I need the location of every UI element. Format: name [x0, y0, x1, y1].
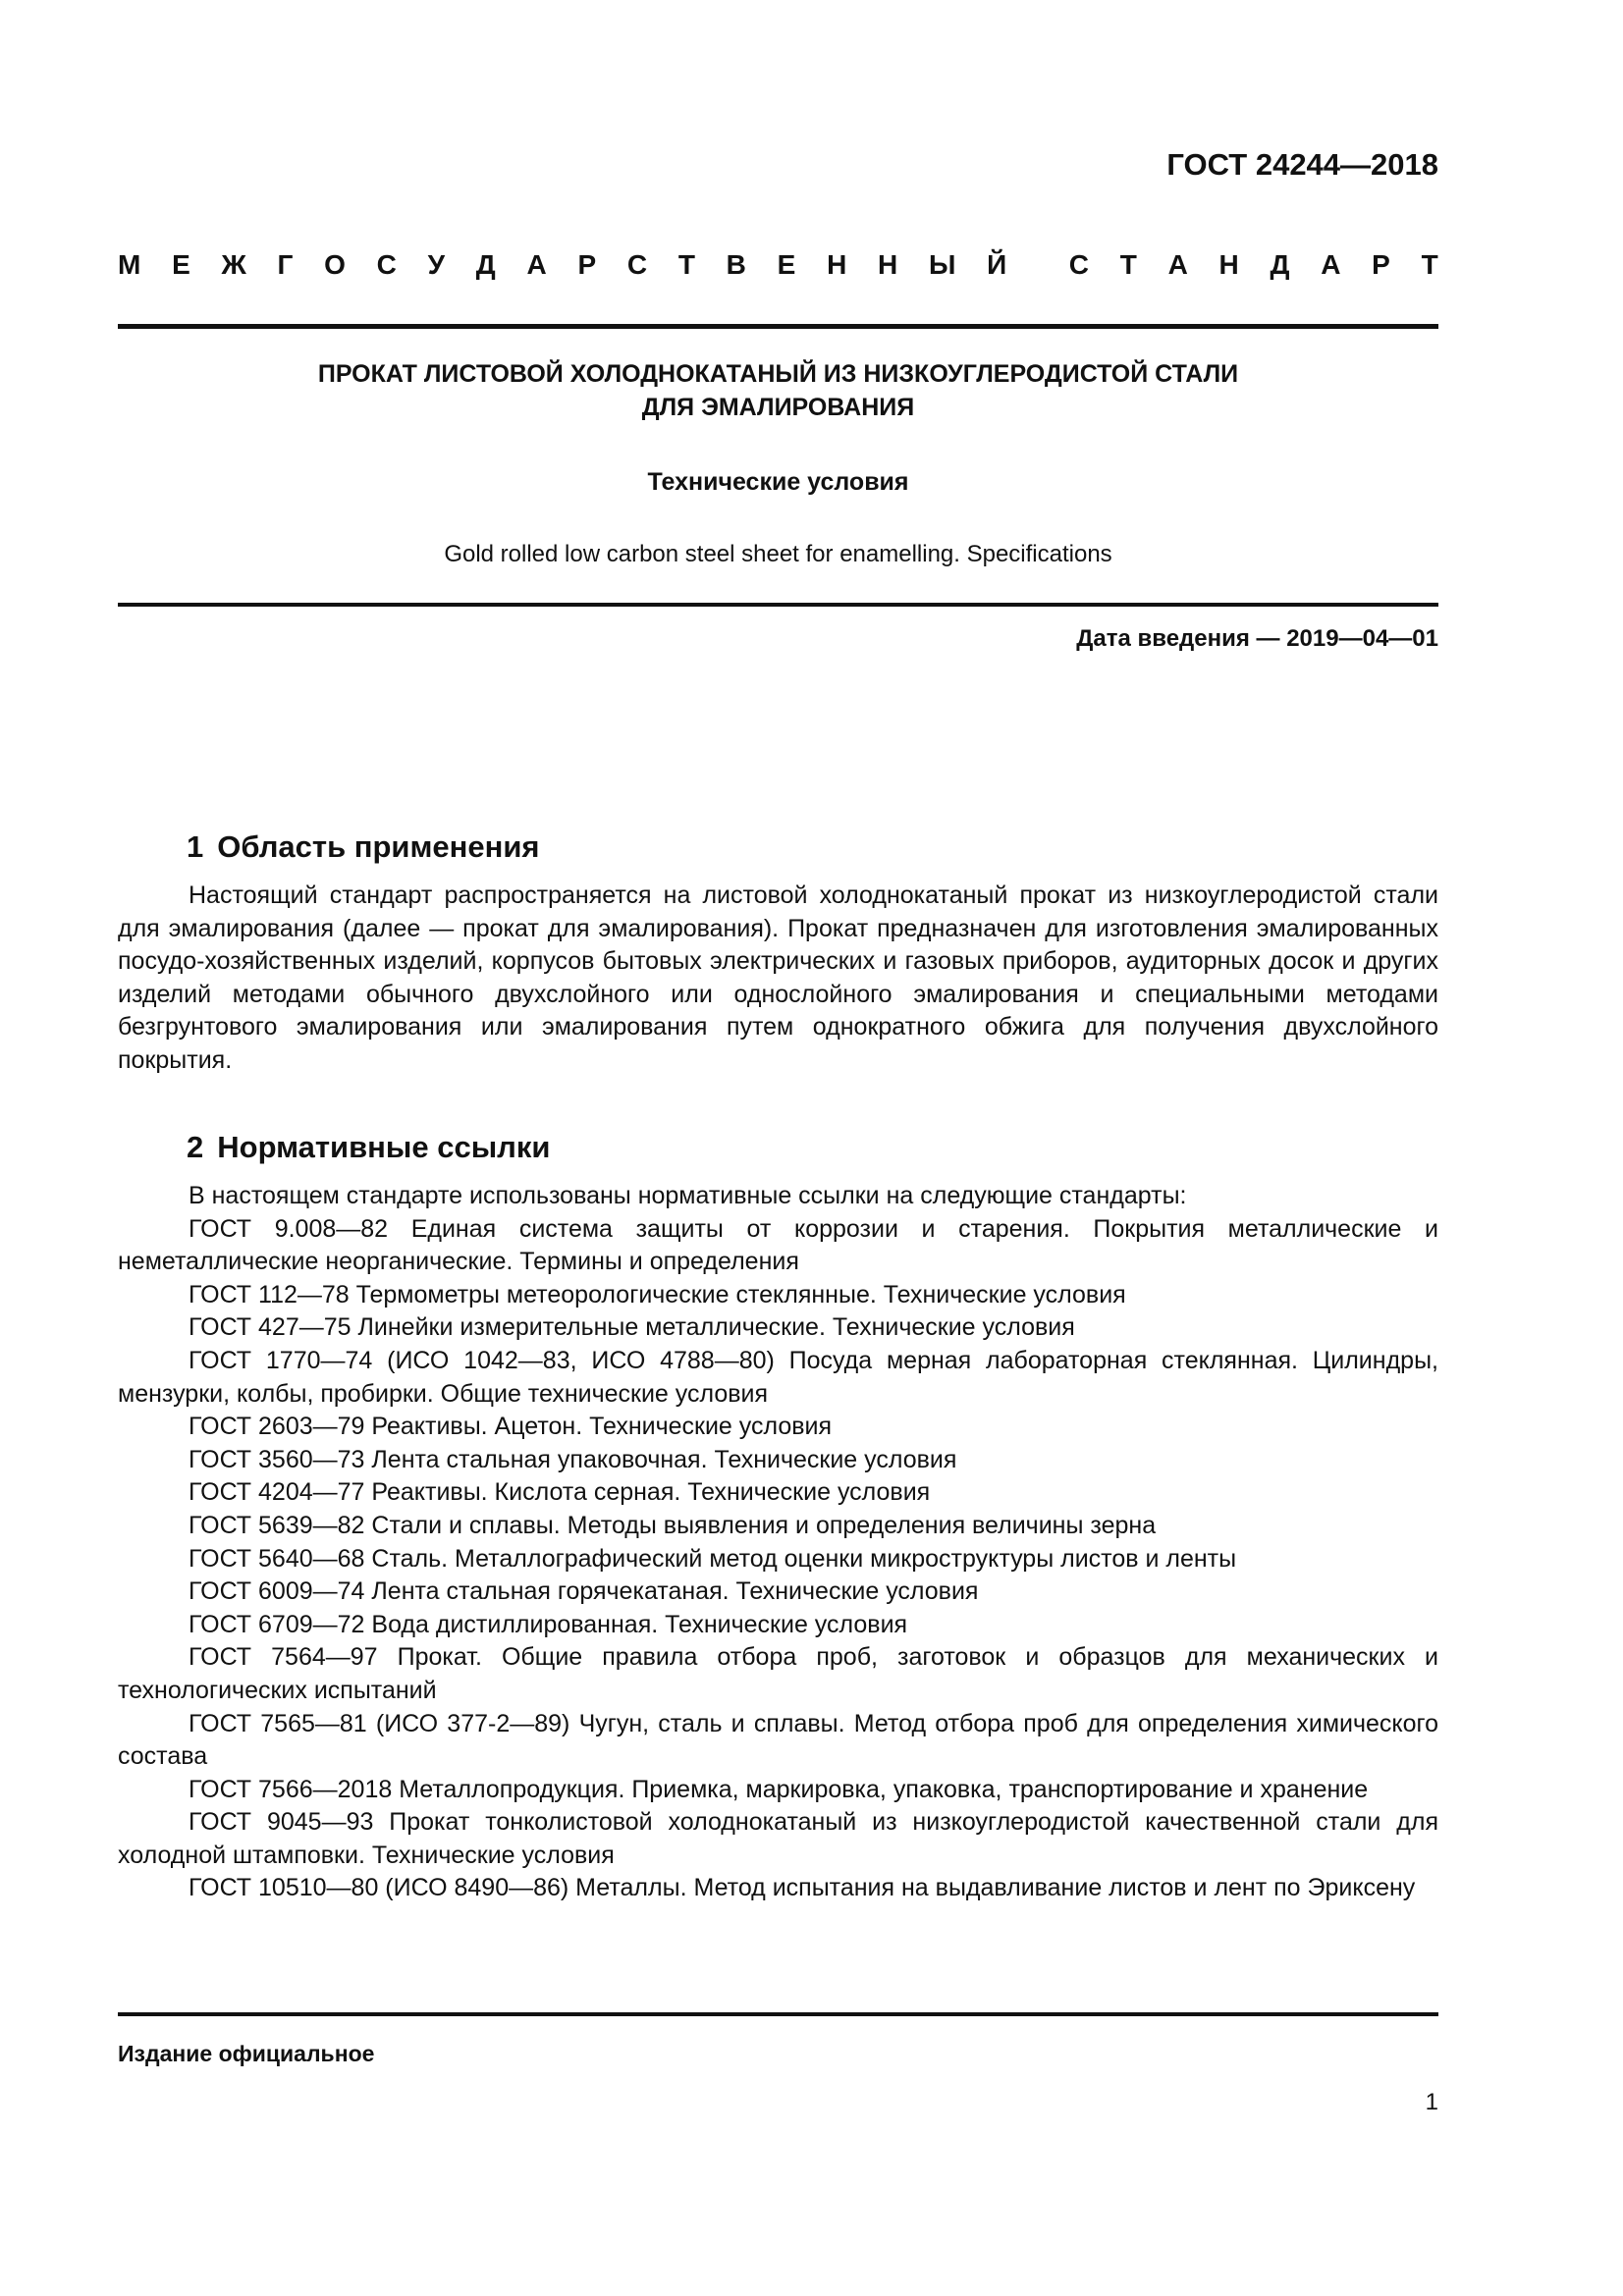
interstate-letter: Е [172, 249, 190, 280]
reference-item: ГОСТ 1770—74 (ИСО 1042—83, ИСО 4788—80) Посуда мерная лабораторная стеклянная. Цилиндры, мензурки, колбы, пробирки. Общие технические условия [118, 1346, 1438, 1408]
reference-item: ГОСТ 112—78 Термометры метеорологические стеклянные. Технические условия [189, 1280, 1126, 1308]
interstate-letter: Н [878, 249, 898, 280]
interstate-standard-heading [118, 247, 1438, 283]
reference-item: ГОСТ 3560—73 Лента стальная упаковочная. Технические условия [189, 1445, 957, 1473]
title-line: ПРОКАТ ЛИСТОВОЙ ХОЛОДНОКАТАНЫЙ ИЗ НИЗКОУГЛЕРОДИСТОЙ СТАЛИ [317, 360, 1239, 388]
reference-item: ГОСТ 6009—74 Лента стальная горячекатаная. Технические условия [189, 1577, 979, 1606]
section-title: Нормативные ссылки [217, 1130, 551, 1164]
interstate-letter: А [526, 249, 547, 280]
interstate-letter: Г [277, 249, 294, 280]
interstate-letter: Е [777, 249, 796, 280]
reference-item: ГОСТ 9.008—82 Единая система защиты от коррозии и старения. Покрытия металлические и неметаллические неорганические. Термины и определения [118, 1214, 1438, 1276]
interstate-letter: Д [1270, 249, 1290, 280]
interstate-letter: О [324, 249, 346, 280]
document-title [118, 357, 1438, 424]
section-normative-references [118, 1127, 1438, 1905]
interstate-letter: Н [827, 249, 847, 280]
footer-divider [118, 2012, 1438, 2016]
document-subtitle: Технические условия [647, 468, 909, 496]
reference-item: ГОСТ 427—75 Линейки измерительные металлические. Технические условия [189, 1313, 1075, 1342]
title-divider [118, 603, 1438, 607]
interstate-letter: У [427, 249, 446, 280]
section-number: 2 [187, 1130, 204, 1164]
reference-item: ГОСТ 5639—82 Стали и сплавы. Методы выявления и определения величины зерна [189, 1511, 1157, 1539]
interstate-letter: В [726, 249, 746, 280]
interstate-letter: Н [1218, 249, 1239, 280]
section-heading [118, 1127, 1438, 1168]
interstate-letter: А [1167, 249, 1188, 280]
section-number: 1 [187, 829, 204, 864]
introduction-date: Дата введения — 2019—04—01 [1076, 625, 1438, 652]
interstate-letter: С [376, 249, 397, 280]
reference-item: ГОСТ 4204—77 Реактивы. Кислота серная. Технические условия [189, 1478, 931, 1507]
reference-item: ГОСТ 7564—97 Прокат. Общие правила отбора проб, заготовок и образцов для механических и технологических испытаний [118, 1643, 1438, 1704]
reference-item: ГОСТ 9045—93 Прокат тонколистовой холоднокатаный из низкоуглеродистой качественной стали для холодной штамповки. Технические условия [118, 1808, 1438, 1869]
reference-item: ГОСТ 10510—80 (ИСО 8490—86) Металлы. Метод испытания на выдавливание листов и лент по Эриксену [189, 1874, 1416, 1902]
interstate-letter: Ы [929, 249, 956, 280]
interstate-letter: Й [987, 249, 1007, 280]
interstate-letter: М [118, 249, 141, 280]
page-number: 1 [1425, 2089, 1438, 2115]
title-line: ДЛЯ ЭМАЛИРОВАНИЯ [641, 394, 915, 421]
official-edition-label: Издание официальное [118, 2041, 375, 2066]
top-divider [118, 324, 1438, 329]
reference-item: ГОСТ 5640—68 Сталь. Металлографический метод оценки микроструктуры листов и ленты [189, 1544, 1237, 1573]
interstate-letter: А [1321, 249, 1341, 280]
reference-item: ГОСТ 6709—72 Вода дистиллированная. Технические условия [189, 1610, 908, 1638]
interstate-letter: С [626, 249, 648, 280]
interstate-letter: Ж [221, 249, 246, 280]
reference-item: ГОСТ 7565—81 (ИСО 377-2—89) Чугун, сталь и сплавы. Метод отбора проб для определения химического состава [118, 1709, 1438, 1771]
interstate-letter: С [1068, 249, 1089, 280]
section-heading [118, 827, 1438, 868]
interstate-letter: Р [577, 249, 597, 280]
interstate-letter: Т [677, 249, 695, 280]
reference-item: ГОСТ 7566—2018 Металлопродукция. Приемка, маркировка, упаковка, транспортирование и хранение [189, 1775, 1369, 1803]
section-paragraph: Настоящий стандарт распространяется на листовой холоднокатаный прокат из низкоуглеродистой стали для эмалирования (далее — прокат для эмалирования). Прокат предназначен для изготовления эмалированных посудо-хозяйственных изделий, корпусов бытовых электрических и газовых приборов, аудиторных досок и других изделий методами обычного двухслойного или однослойного эмалирования и специальными методами безгрунтового эмалирования или эмалирования путем однократного обжига для получения двухслойного покрытия. [118, 881, 1438, 1074]
section-intro: В настоящем стандарте использованы нормативные ссылки на следующие стандарты: [189, 1182, 1187, 1209]
section-scope [118, 827, 1438, 1078]
section-title: Область применения [217, 829, 540, 864]
document-number: ГОСТ 24244—2018 [1166, 147, 1438, 182]
interstate-letter: Т [1119, 249, 1137, 280]
reference-item: ГОСТ 2603—79 Реактивы. Ацетон. Технические условия [189, 1413, 833, 1441]
interstate-letter: Т [1421, 249, 1438, 280]
interstate-letter: Р [1372, 249, 1390, 280]
english-title: Gold rolled low carbon steel sheet for enamelling. Specifications [444, 541, 1112, 567]
interstate-letter: Д [475, 249, 496, 280]
